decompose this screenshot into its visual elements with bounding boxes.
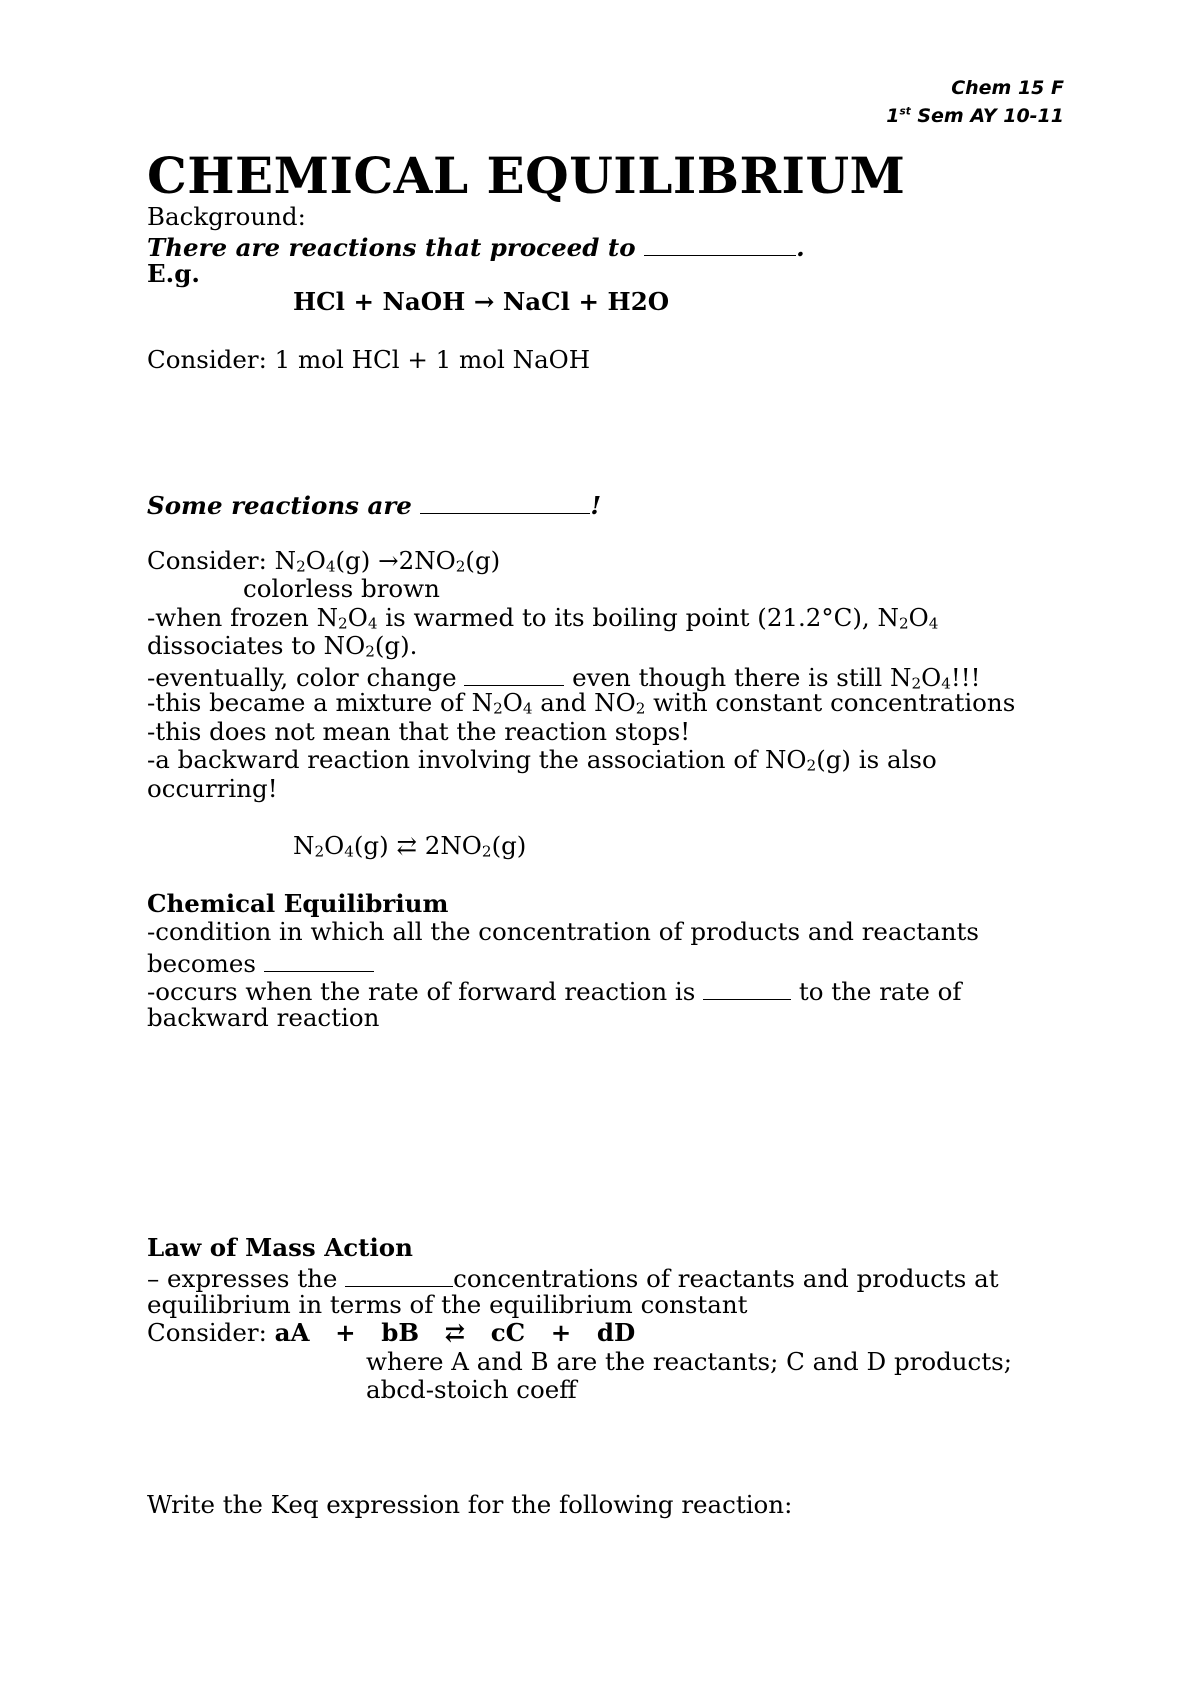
chemical-equilibrium-heading: Chemical Equilibrium <box>147 889 449 918</box>
consider-hcl-naoh: Consider: 1 mol HCl + 1 mol NaOH <box>147 345 591 374</box>
n2o4-line-3: -eventually, color change even though there is still $N_2O_4$!!! <box>147 663 981 693</box>
semester-label: 1st Sem AY 10-11 <box>886 105 1064 127</box>
fill-blank <box>464 663 564 686</box>
some-reactions-line: Some reactions are ! <box>147 491 602 521</box>
fill-blank <box>264 949 374 972</box>
eg-label: E.g. <box>147 259 200 288</box>
fill-blank <box>420 491 590 514</box>
where-line-2: abcd-stoich coeff <box>366 1375 577 1404</box>
mass-action-line-2: equilibrium in terms of the equilibrium constant <box>147 1290 748 1319</box>
law-of-mass-action-heading: Law of Mass Action <box>147 1233 413 1262</box>
n2o4-line-7: occurring! <box>147 774 278 803</box>
equilibrium-reaction: $N_2O_4(g)$ ⇄ $2NO_2(g)$ <box>293 831 527 861</box>
neutralization-reaction: HCl + NaOH → NaCl + H2O <box>293 287 670 316</box>
mass-action-line-1: – expresses the concentrations of reactants and products at <box>147 1264 999 1294</box>
chem-eq-line-1: -condition in which all the concentration of products and reactants <box>147 917 979 946</box>
keq-prompt: Write the Keq expression for the following reaction: <box>147 1490 793 1519</box>
fill-blank <box>703 977 791 1000</box>
n2o4-line-2: dissociates to $NO_2(g)$. <box>147 631 418 661</box>
page-title: CHEMICAL EQUILIBRIUM <box>147 146 906 205</box>
proceed-line: There are reactions that proceed to . <box>147 233 805 263</box>
fill-blank <box>345 1264 453 1287</box>
n2o4-line-6: -a backward reaction involving the association of $NO_2(g)$ is also <box>147 745 937 775</box>
background-label: Background: <box>147 202 306 231</box>
n2o4-line-5: -this does not mean that the reaction stops! <box>147 717 691 746</box>
n2o4-line-1: -when frozen $N_2O_4$ is warmed to its boiling point (21.2°C), $N_2O_4$ <box>147 603 939 633</box>
chem-eq-line-4: backward reaction <box>147 1003 380 1032</box>
fill-blank <box>644 233 796 256</box>
course-label: Chem 15 F <box>951 77 1064 99</box>
n2o4-line-4: -this became a mixture of $N_2O_4$ and $NO_2$ with constant concentrations <box>147 688 1016 718</box>
color-labels: colorless brown <box>243 574 440 603</box>
chem-eq-line-3: -occurs when the rate of forward reaction is to the rate of <box>147 977 962 1007</box>
general-reaction-line: Consider: aA + bB ⇄ cC + dD <box>147 1318 636 1347</box>
chem-eq-line-2: becomes <box>147 949 374 977</box>
where-line-1: where A and B are the reactants; C and D products; <box>366 1347 1012 1376</box>
consider-n2o4-line: Consider: $N_2O_4(g) \to 2NO_2(g)$ <box>147 546 501 576</box>
